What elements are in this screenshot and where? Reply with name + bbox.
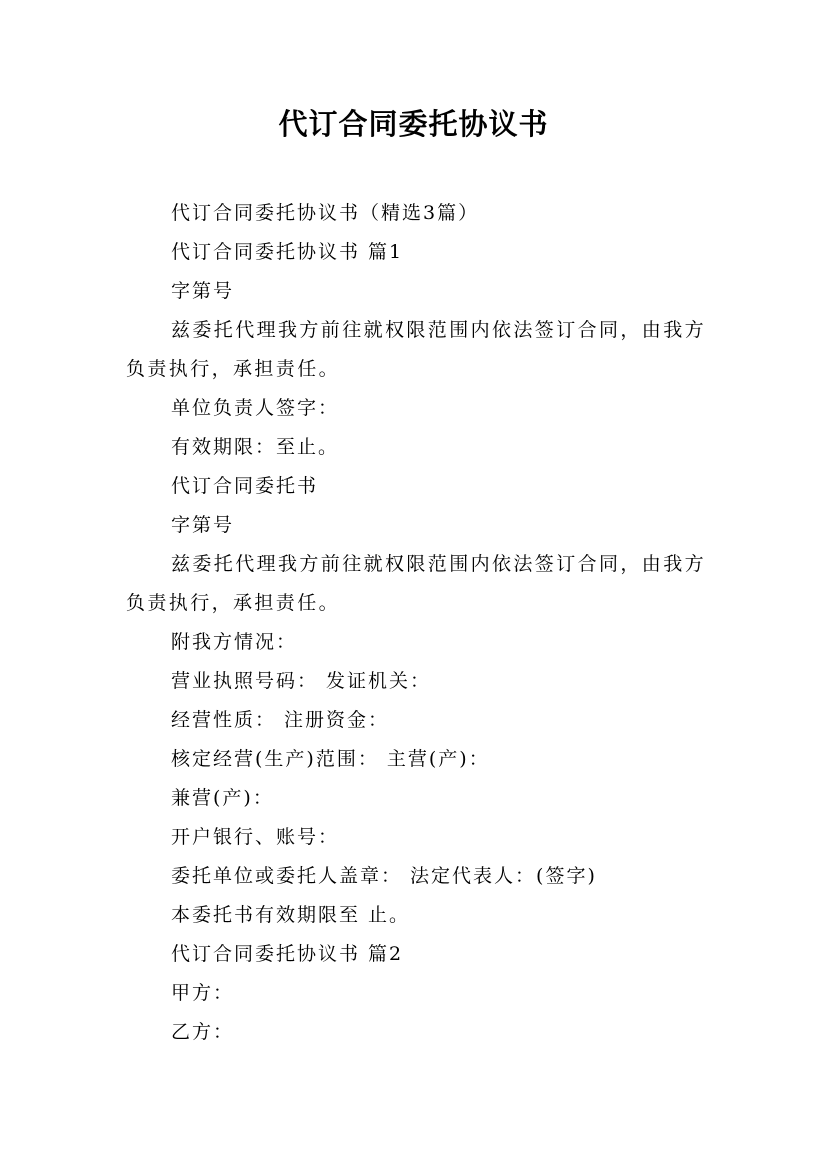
paragraph-business-nature: 经营性质： 注册资金： <box>171 709 390 731</box>
paragraph-business-scope: 核定经营(生产)范围： 主营(产)： <box>171 748 490 770</box>
paragraph-signature: 单位负责人签字： <box>171 397 340 419</box>
paragraph-party-a: 甲方： <box>171 982 235 1004</box>
paragraph-secondary-business: 兼营(产)： <box>171 787 274 809</box>
paragraph-number-line: 字第号 <box>171 514 235 536</box>
paragraph-validity: 有效期限：至止。 <box>171 436 340 458</box>
paragraph-intro: 代订合同委托协议书（精选3篇） <box>171 202 480 224</box>
paragraph-authorization: 兹委托代理我方前往就权限范围内依法签订合同，由我方负责执行，承担责任。 <box>126 553 707 614</box>
document-body <box>126 194 706 1052</box>
paragraph-our-info: 附我方情况： <box>171 631 298 653</box>
document-title: 代订合同委托协议书 <box>278 107 549 141</box>
paragraph-number-line: 字第号 <box>171 280 235 302</box>
paragraph-seal: 委托单位或委托人盖章： 法定代表人：(签字) <box>171 865 597 887</box>
section-heading-1: 代订合同委托协议书 篇1 <box>171 241 404 263</box>
section-heading-2: 代订合同委托协议书 篇2 <box>171 943 404 965</box>
paragraph-authorization: 兹委托代理我方前往就权限范围内依法签订合同，由我方负责执行，承担责任。 <box>126 319 707 380</box>
paragraph-bank-account: 开户银行、账号： <box>171 826 340 848</box>
paragraph-license: 营业执照号码： 发证机关： <box>171 670 432 692</box>
paragraph-subtitle: 代订合同委托书 <box>171 475 319 497</box>
paragraph-party-b: 乙方： <box>171 1021 235 1043</box>
paragraph-expiry: 本委托书有效期限至 止。 <box>171 904 411 926</box>
